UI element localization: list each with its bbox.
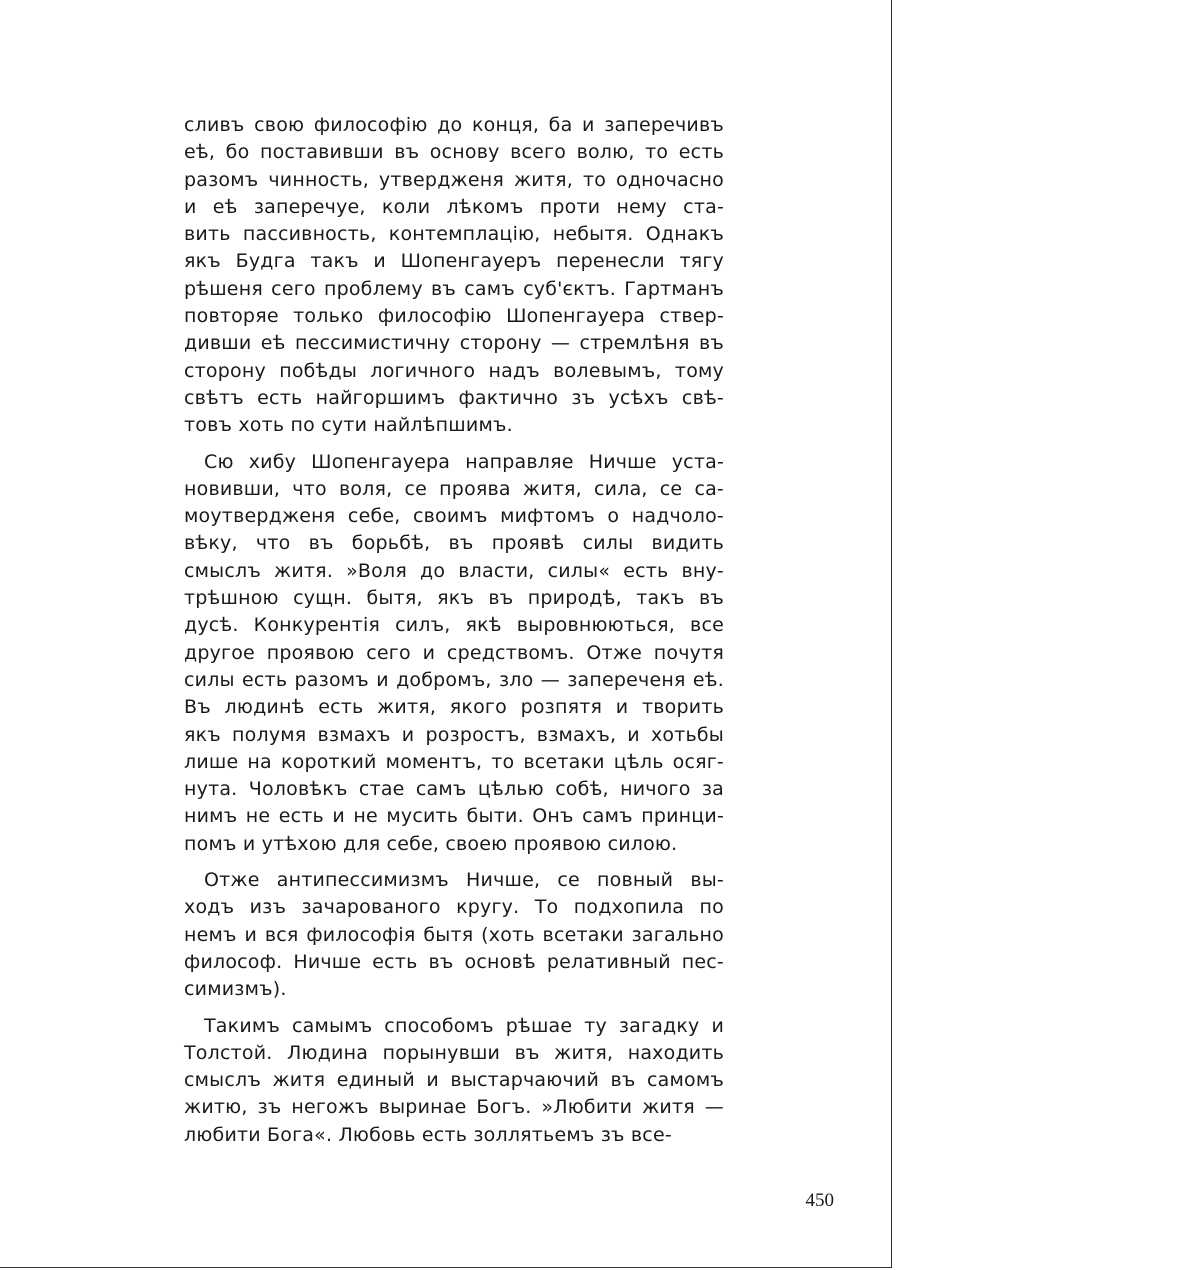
text-line: Отже антипессимизмъ Ничше, се повный вы- xyxy=(204,869,724,892)
text-line: другое проявою сего и средствомъ. Отже почутя xyxy=(184,641,724,664)
text-line: разомъ чинность, утвердженя житя, то одночасно xyxy=(184,168,724,191)
text-line: дивши еѣ пессимистичну сторону — стремлѣня въ xyxy=(184,332,724,355)
text-line: житю, зъ негожъ выринае Богъ. »Любити житя — xyxy=(184,1096,724,1119)
text-line: свѣтъ есть найгоршимъ фактично зъ усѣхъ свѣ- xyxy=(184,386,724,409)
text-line: сторону побѣды логичного надъ волевымъ, тому xyxy=(184,359,724,382)
text-line: силы есть разомъ и добромъ, зло — запереченя еѣ. xyxy=(184,668,724,691)
paragraph xyxy=(184,112,724,440)
text-line: немъ и вся философія бытя (хоть всетаки загально xyxy=(184,923,724,946)
text-line: Сю хибу Шопенгауера направляе Ничше уста- xyxy=(204,450,724,473)
text-line: смыслъ житя. »Воля до власти, силы« есть вну- xyxy=(184,559,724,582)
text-line: и еѣ заперечуе, коли лѣкомъ проти нему ста- xyxy=(184,195,724,218)
text-line: ходъ изъ зачарованого кругу. То подхопила по xyxy=(184,896,724,919)
text-line: Толстой. Людина порынувши въ житя, находить xyxy=(184,1041,724,1064)
text-line: трѣшною сущн. бытя, якъ въ природѣ, такъ въ xyxy=(184,587,724,610)
paragraph xyxy=(184,867,724,1003)
paragraph xyxy=(184,449,724,858)
paragraph-gap xyxy=(184,858,724,867)
text-line: товъ хоть по сути найлѣпшимъ. xyxy=(184,414,513,437)
text-line: новивши, что воля, се проява житя, сила, се са- xyxy=(184,477,724,500)
text-line: сливъ свою философію до конця, ба и заперечивъ xyxy=(184,114,724,136)
text-line: вѣку, что въ борьбѣ, въ проявѣ силы видить xyxy=(184,532,724,555)
text-line: смыслъ житя единый и выстарчаючий въ самомъ xyxy=(184,1069,724,1092)
text-line: якъ Будга такъ и Шопенгауеръ перенесли тягу xyxy=(184,250,724,273)
paragraph xyxy=(184,1013,724,1149)
text-line: нимъ не есть и не мусить быти. Онъ самъ принци- xyxy=(184,805,724,828)
text-line: нута. Чоловѣкъ стае самъ цѣлью собѣ, ничого за xyxy=(184,778,724,801)
paragraph-gap xyxy=(184,1004,724,1013)
text-line: повторяе только философію Шопенгауера ствер- xyxy=(184,305,724,328)
text-line: лише на короткий моментъ, то всетаки цѣль осяг- xyxy=(184,750,724,773)
text-line: дусѣ. Конкурентія силъ, якѣ выровнюються, все xyxy=(184,614,724,637)
text-line: симизмъ). xyxy=(184,978,287,1001)
text-line: вить пассивность, контемплацію, небытя. Однакъ xyxy=(184,223,724,246)
text-line: Въ людинѣ есть житя, якого розпятя и творить xyxy=(184,696,724,719)
page-text-body xyxy=(184,112,724,1149)
text-line: философ. Ничше есть въ основѣ релативный пес- xyxy=(184,950,724,973)
text-line: еѣ, бо поставивши въ основу всего волю, то есть xyxy=(184,141,724,164)
text-line: рѣшеня сего проблему въ самъ суб'єктъ. Гартманъ xyxy=(184,277,724,300)
page-number: 450 xyxy=(805,1190,834,1211)
paragraph-gap xyxy=(184,440,724,449)
text-line: Такимъ самымъ способомъ рѣшае ту загадку и xyxy=(204,1014,724,1037)
text-line: якъ полумя взмахъ и розростъ, взмахъ, и хотьбы xyxy=(184,723,724,746)
text-line: моутвердженя себе, своимъ мифтомъ о надчоло- xyxy=(184,505,724,528)
text-line: любити Бога«. Любовь есть золлятьемъ зъ все- xyxy=(184,1123,672,1146)
text-line: помъ и утѣхою для себе, своею проявою силою. xyxy=(184,832,678,855)
